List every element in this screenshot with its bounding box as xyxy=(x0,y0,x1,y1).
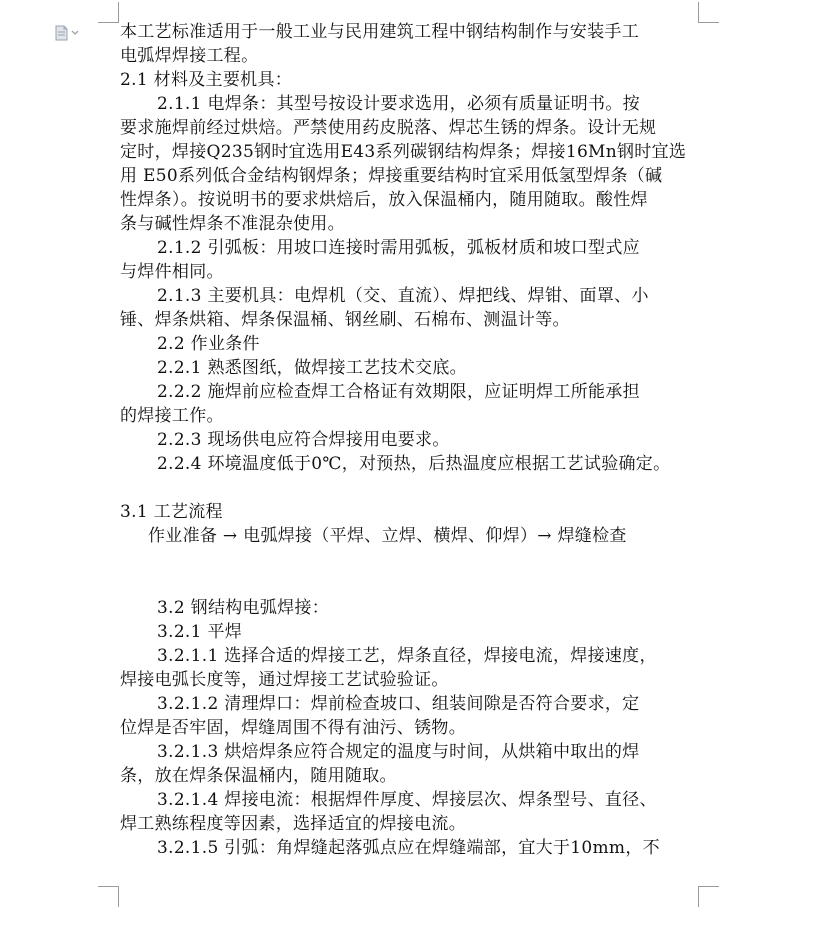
text-line: 要求施焊前经过烘焙。严禁使用药皮脱落、焊芯生锈的焊条。设计无规 xyxy=(120,118,657,138)
text-line: 条，放在焊条保温桶内，随用随取。 xyxy=(120,766,397,786)
text-line: 3.2.1.1 选择合适的焊接工艺，焊条直径，焊接电流，焊接速度， xyxy=(157,646,657,666)
text-line: 2.1.3 主要机具：电焊机（交、直流）、焊把线、焊钳、面罩、小 xyxy=(157,286,649,306)
text-line: 2.1.1 电焊条：其型号按设计要求选用，必须有质量证明书。按 xyxy=(157,94,640,114)
section-heading: 3.2.1 平焊 xyxy=(157,622,243,642)
text-line: 位焊是否牢固，焊缝周围不得有油污、锈物。 xyxy=(120,718,466,738)
section-heading: 3.2 钢结构电弧焊接： xyxy=(157,598,330,618)
text-line: 2.2.2 施焊前应检查焊工合格证有效期限，应证明焊工所能承担 xyxy=(157,382,640,402)
text-line: 用 E50系列低合金结构钢焊条；焊接重要结构时宜采用低氢型焊条（碱 xyxy=(120,166,663,186)
text-line: 焊接电弧长度等，通过焊接工艺试验验证。 xyxy=(120,670,449,690)
margin-corner-top-left xyxy=(98,2,119,23)
process-flow: 作业准备 → 电弧焊接（平焊、立焊、横焊、仰焊）→ 焊缝检查 xyxy=(148,526,627,546)
section-heading: 3.1 工艺流程 xyxy=(120,502,223,522)
document-body xyxy=(120,20,698,860)
text-line: 2.2.3 现场供电应符合焊接用电要求。 xyxy=(157,430,450,450)
text-line: 焊工熟练程度等因素，选择适宜的焊接电流。 xyxy=(120,814,466,834)
text-line: 2.1.2 引弧板：用坡口连接时需用弧板，弧板材质和坡口型式应 xyxy=(157,238,640,258)
blank-line xyxy=(120,476,698,500)
text-line: 定时，焊接Q235钢时宜选用E43系列碳钢结构焊条；焊接16Mn钢时宜选 xyxy=(120,142,687,162)
section-heading: 2.1 材料及主要机具： xyxy=(120,70,293,90)
section-heading: 2.2 作业条件 xyxy=(157,334,260,354)
text-line: 条与碱性焊条不准混杂使用。 xyxy=(120,214,345,234)
text-line: 3.2.1.3 烘焙焊条应符合规定的温度与时间，从烘箱中取出的焊 xyxy=(157,742,640,762)
margin-corner-bottom-right xyxy=(698,886,719,907)
text-line: 性焊条）。按说明书的要求烘焙后，放入保温桶内，随用随取。酸性焊 xyxy=(120,190,648,210)
text-line: 本工艺标准适用于一般工业与民用建筑工程中钢结构制作与安装手工 xyxy=(120,22,639,42)
text-line: 锤、焊条烘箱、焊条保温桶、钢丝刷、石棉布、测温计等。 xyxy=(120,310,570,330)
blank-line xyxy=(120,572,698,596)
text-line: 3.2.1.5 引弧：角焊缝起落弧点应在焊缝端部，宜大于10mm，不 xyxy=(157,838,660,858)
text-line: 2.2.4 环境温度低于0℃，对预热，后热温度应根据工艺试验确定。 xyxy=(157,454,671,474)
text-line: 的焊接工作。 xyxy=(120,406,224,426)
text-line: 3.2.1.2 清理焊口：焊前检查坡口、组装间隙是否符合要求，定 xyxy=(157,694,640,714)
document-menu-icon[interactable] xyxy=(55,25,81,41)
text-line: 与焊件相同。 xyxy=(120,262,224,282)
margin-corner-bottom-left xyxy=(98,886,119,907)
text-line: 2.2.1 熟悉图纸，做焊接工艺技术交底。 xyxy=(157,358,467,378)
text-line: 3.2.1.4 焊接电流：根据焊件厚度、焊接层次、焊条型号、直径、 xyxy=(157,790,657,810)
margin-corner-top-right xyxy=(698,2,719,23)
blank-line xyxy=(120,548,698,572)
text-line: 电弧焊焊接工程。 xyxy=(120,46,259,66)
